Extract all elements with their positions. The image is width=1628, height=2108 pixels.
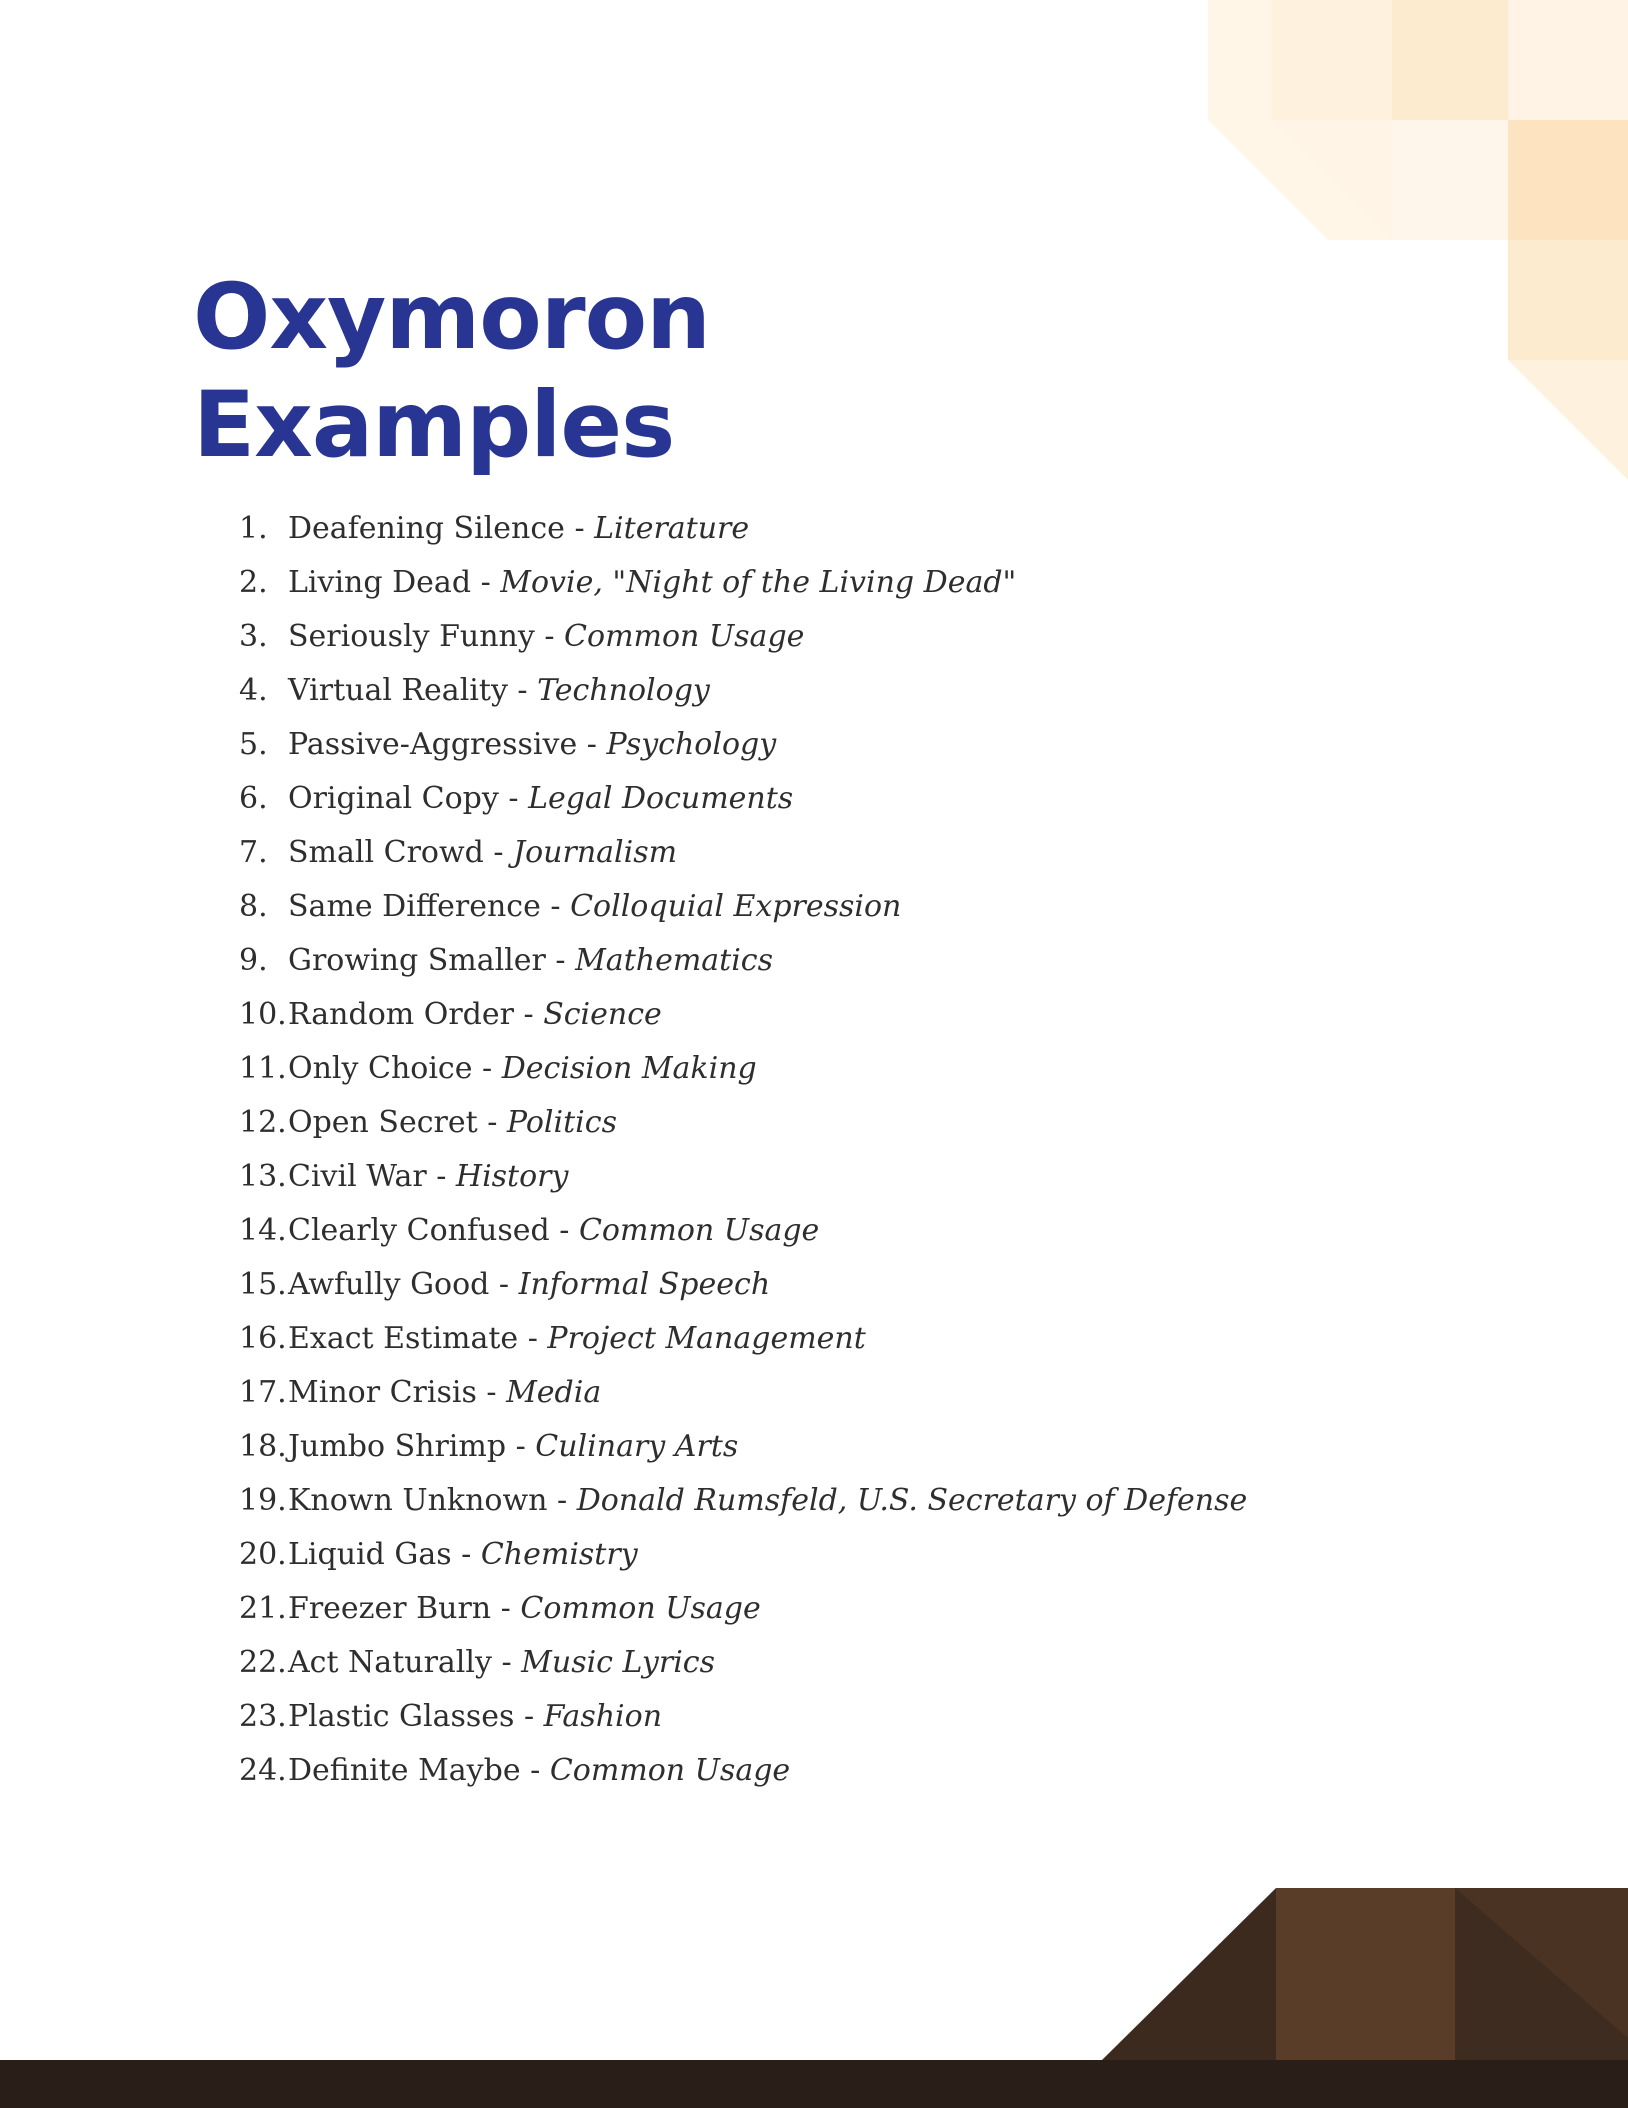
list-item xyxy=(239,1420,1247,1474)
item-phrase: Deafening Silence xyxy=(288,511,565,546)
item-source: Technology xyxy=(537,673,710,708)
list-item xyxy=(239,610,1247,664)
list-item xyxy=(239,934,1247,988)
item-phrase: Passive-Aggressive xyxy=(288,727,578,762)
list-item xyxy=(239,1312,1247,1366)
item-source: Science xyxy=(543,997,662,1032)
item-phrase: Freezer Burn xyxy=(288,1591,492,1626)
list-item xyxy=(239,1582,1247,1636)
item-separator: - xyxy=(477,1105,507,1140)
item-separator: - xyxy=(507,673,538,708)
item-phrase: Civil War xyxy=(288,1159,427,1194)
examples-list xyxy=(239,502,1247,1798)
item-source: Music Lyrics xyxy=(521,1645,715,1680)
item-source: Common Usage xyxy=(564,619,805,654)
item-number: 24. xyxy=(239,1753,287,1788)
list-item xyxy=(239,664,1247,718)
item-separator: - xyxy=(514,1699,544,1734)
item-phrase: Seriously Funny xyxy=(288,619,535,654)
list-item xyxy=(239,1204,1247,1258)
list-item xyxy=(239,1636,1247,1690)
item-separator: - xyxy=(451,1537,481,1572)
item-source: Common Usage xyxy=(520,1591,761,1626)
item-separator: - xyxy=(577,727,607,762)
list-item xyxy=(239,772,1247,826)
item-number: 3. xyxy=(239,619,268,654)
item-phrase: Only Choice xyxy=(288,1051,473,1086)
item-number: 4. xyxy=(239,673,268,708)
item-source: Psychology xyxy=(606,727,777,762)
item-phrase: Plastic Glasses xyxy=(288,1699,515,1734)
list-item xyxy=(239,502,1247,556)
item-phrase: Minor Crisis xyxy=(288,1375,477,1410)
title-line-1: Oxymoron xyxy=(193,265,710,370)
list-item xyxy=(239,1150,1247,1204)
item-source: Culinary Arts xyxy=(535,1429,739,1464)
item-number: 19. xyxy=(239,1483,287,1518)
list-item xyxy=(239,1474,1247,1528)
item-source: Politics xyxy=(506,1105,617,1140)
item-number: 16. xyxy=(239,1321,287,1356)
item-number: 2. xyxy=(239,565,268,600)
item-source: Project Management xyxy=(547,1321,866,1356)
item-phrase: Exact Estimate xyxy=(288,1321,519,1356)
item-separator: - xyxy=(426,1159,456,1194)
item-source: Fashion xyxy=(543,1699,663,1734)
page-title xyxy=(193,264,710,480)
list-item xyxy=(239,826,1247,880)
bottom-decoration xyxy=(0,1888,1628,2108)
item-source: History xyxy=(455,1159,569,1194)
item-number: 1. xyxy=(239,511,268,546)
list-item xyxy=(239,988,1247,1042)
item-phrase: Small Crowd xyxy=(288,835,484,870)
item-separator: - xyxy=(549,1213,579,1248)
item-number: 11. xyxy=(239,1051,287,1086)
item-number: 21. xyxy=(239,1591,287,1626)
item-source: Journalism xyxy=(513,835,678,870)
item-separator: - xyxy=(476,1375,507,1410)
item-number: 22. xyxy=(239,1645,287,1680)
item-separator: - xyxy=(489,1267,519,1302)
item-phrase: Known Unknown xyxy=(288,1483,548,1518)
item-separator: - xyxy=(547,1483,577,1518)
item-phrase: Virtual Reality xyxy=(288,673,508,708)
item-phrase: Jumbo Shrimp xyxy=(288,1429,507,1464)
item-source: Informal Speech xyxy=(518,1267,771,1302)
item-number: 12. xyxy=(239,1105,287,1140)
item-source: Decision Making xyxy=(501,1051,757,1086)
item-number: 8. xyxy=(239,889,268,924)
item-separator: - xyxy=(534,619,565,654)
item-number: 15. xyxy=(239,1267,287,1302)
item-phrase: Same Difference xyxy=(288,889,541,924)
item-number: 9. xyxy=(239,943,268,978)
item-phrase: Open Secret xyxy=(288,1105,478,1140)
item-phrase: Original Copy xyxy=(288,781,499,816)
item-separator: - xyxy=(513,997,544,1032)
item-separator: - xyxy=(472,1051,502,1086)
item-source: Legal Documents xyxy=(528,781,794,816)
item-phrase: Growing Smaller xyxy=(288,943,546,978)
item-source: Chemistry xyxy=(480,1537,638,1572)
item-source: Mathematics xyxy=(575,943,774,978)
item-source: Movie, "Night of the Living Dead" xyxy=(500,565,1017,600)
item-phrase: Living Dead xyxy=(288,565,472,600)
item-separator: - xyxy=(540,889,571,924)
item-separator: - xyxy=(471,565,501,600)
item-number: 13. xyxy=(239,1159,287,1194)
item-number: 23. xyxy=(239,1699,287,1734)
list-item xyxy=(239,556,1247,610)
item-phrase: Random Order xyxy=(288,997,514,1032)
item-source: Colloquial Expression xyxy=(570,889,902,924)
item-number: 5. xyxy=(239,727,268,762)
list-item xyxy=(239,718,1247,772)
title-line-2: Examples xyxy=(193,373,675,478)
item-phrase: Awfully Good xyxy=(288,1267,490,1302)
item-number: 14. xyxy=(239,1213,287,1248)
item-separator: - xyxy=(498,781,529,816)
item-phrase: Clearly Confused xyxy=(288,1213,550,1248)
item-separator: - xyxy=(564,511,595,546)
item-phrase: Act Naturally xyxy=(288,1645,492,1680)
item-number: 18. xyxy=(239,1429,287,1464)
top-right-decoration xyxy=(1208,0,1628,480)
list-item xyxy=(239,1042,1247,1096)
item-source: Literature xyxy=(594,511,750,546)
item-separator: - xyxy=(506,1429,536,1464)
item-number: 7. xyxy=(239,835,268,870)
item-separator: - xyxy=(518,1321,548,1356)
item-number: 17. xyxy=(239,1375,287,1410)
item-source: Donald Rumsfeld, U.S. Secretary of Defense xyxy=(576,1483,1248,1518)
list-item xyxy=(239,1744,1247,1798)
item-source: Media xyxy=(506,1375,602,1410)
item-source: Common Usage xyxy=(549,1753,791,1788)
list-item xyxy=(239,1528,1247,1582)
list-item xyxy=(239,880,1247,934)
item-separator: - xyxy=(491,1591,521,1626)
item-phrase: Liquid Gas xyxy=(288,1537,452,1572)
list-item xyxy=(239,1690,1247,1744)
item-phrase: Definite Maybe xyxy=(288,1753,521,1788)
list-item xyxy=(239,1096,1247,1150)
item-source: Common Usage xyxy=(578,1213,820,1248)
list-item xyxy=(239,1258,1247,1312)
item-number: 10. xyxy=(239,997,287,1032)
item-number: 20. xyxy=(239,1537,287,1572)
item-separator: - xyxy=(520,1753,550,1788)
item-separator: - xyxy=(491,1645,522,1680)
item-number: 6. xyxy=(239,781,268,816)
list-item xyxy=(239,1366,1247,1420)
item-separator: - xyxy=(545,943,576,978)
item-separator: - xyxy=(483,835,514,870)
